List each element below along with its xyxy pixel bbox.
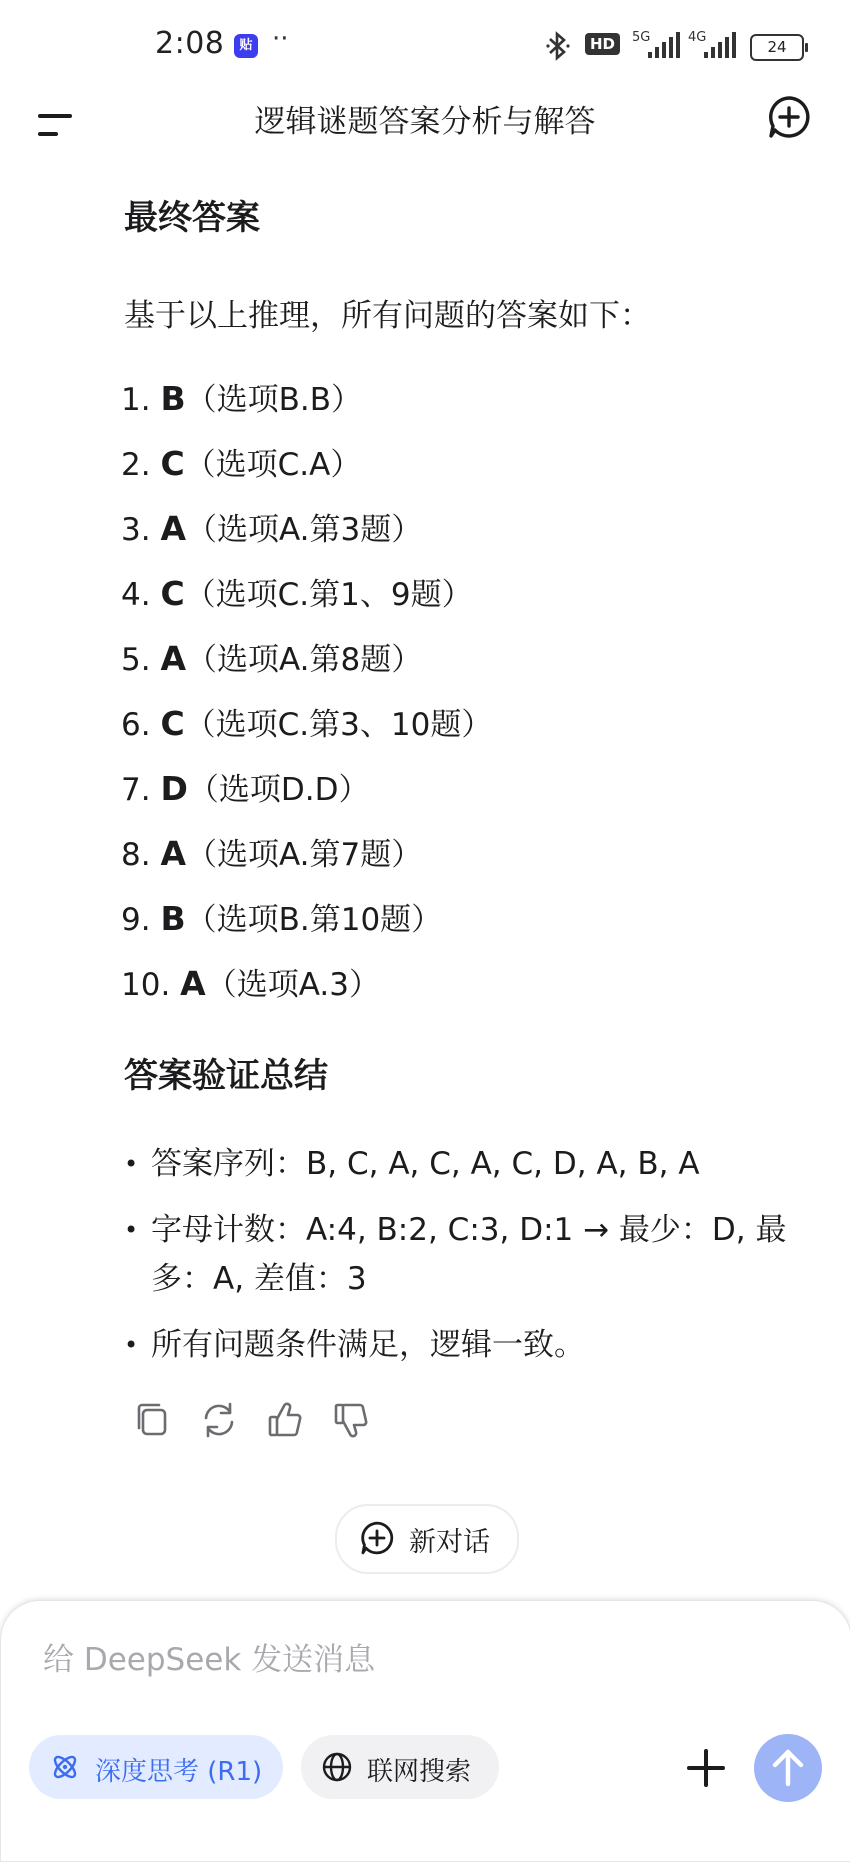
summary-list bbox=[124, 1140, 814, 1387]
summary-heading: 答案验证总结 bbox=[124, 1056, 328, 1096]
answer-item bbox=[121, 959, 492, 1024]
answer-detail: （选项C.第3、10题） bbox=[184, 707, 493, 743]
answer-number: 6. bbox=[121, 707, 151, 743]
more-notifications-icon: ·· bbox=[272, 24, 289, 54]
status-bar bbox=[0, 0, 850, 92]
answer-list bbox=[121, 374, 492, 1024]
answer-detail: （选项D.D） bbox=[187, 772, 370, 808]
final-answer-heading: 最终答案 bbox=[124, 198, 260, 238]
answer-letter: A bbox=[160, 639, 186, 678]
atom-icon bbox=[49, 1751, 81, 1783]
deep-think-label: 深度思考 (R1) bbox=[95, 1757, 263, 1787]
new-chat-icon bbox=[359, 1520, 395, 1556]
message-composer bbox=[0, 1600, 850, 1862]
thumbs-up-icon[interactable] bbox=[260, 1395, 310, 1445]
web-search-toggle[interactable] bbox=[301, 1735, 499, 1799]
answer-item bbox=[121, 439, 492, 504]
answer-detail: （选项C.A） bbox=[184, 447, 362, 483]
answer-item bbox=[121, 504, 492, 569]
conversation-title: 逻辑谜题答案分析与解答 bbox=[254, 104, 596, 140]
answer-detail: （选项B.B） bbox=[185, 382, 362, 418]
status-time: 2:08 bbox=[155, 26, 225, 61]
message-input[interactable] bbox=[41, 1641, 685, 1679]
answer-detail: （选项A.第3题） bbox=[185, 512, 423, 548]
web-search-label: 联网搜索 bbox=[367, 1757, 472, 1787]
app-notification-icon: 贴 bbox=[234, 34, 258, 58]
signal-5g-label: 5G bbox=[632, 30, 651, 45]
new-chat-label: 新对话 bbox=[409, 1527, 490, 1558]
hd-voice-icon: HD bbox=[585, 33, 620, 55]
answer-letter: A bbox=[160, 834, 186, 873]
answer-number: 7. bbox=[121, 772, 151, 808]
answer-detail: （选项A.第8题） bbox=[185, 642, 423, 678]
answer-letter: B bbox=[160, 899, 186, 938]
answer-detail: （选项A.第7题） bbox=[185, 837, 423, 873]
answer-letter: C bbox=[160, 574, 185, 613]
send-button[interactable] bbox=[754, 1734, 822, 1802]
answer-letter: B bbox=[160, 379, 186, 418]
answer-number: 8. bbox=[121, 837, 151, 873]
answer-number: 4. bbox=[121, 577, 151, 613]
deep-think-toggle[interactable] bbox=[29, 1735, 283, 1799]
summary-item: • 答案序列：B, C, A, C, A, C, D, A, B, A bbox=[124, 1140, 814, 1189]
answer-letter: A bbox=[160, 509, 186, 548]
answer-letter: D bbox=[160, 769, 188, 808]
new-chat-icon[interactable] bbox=[766, 94, 812, 140]
answer-item bbox=[121, 894, 492, 959]
answer-number: 2. bbox=[121, 447, 151, 483]
answer-letter: C bbox=[160, 444, 185, 483]
app-header bbox=[0, 92, 850, 172]
summary-item: • 字母计数：A:4, B:2, C:3, D:1 → 最少：D, 最多：A, 差值：3 bbox=[124, 1206, 814, 1304]
answer-number: 10. bbox=[121, 967, 171, 1003]
answer-number: 3. bbox=[121, 512, 151, 548]
globe-icon bbox=[321, 1751, 353, 1783]
answer-detail: （选项B.第10题） bbox=[185, 902, 443, 938]
answer-item bbox=[121, 699, 492, 764]
answer-item bbox=[121, 764, 492, 829]
signal-4g-label: 4G bbox=[688, 30, 707, 45]
thumbs-down-icon[interactable] bbox=[326, 1395, 376, 1445]
bluetooth-icon bbox=[545, 30, 571, 62]
answer-item bbox=[121, 374, 492, 439]
copy-icon[interactable] bbox=[128, 1395, 178, 1445]
answer-item bbox=[121, 829, 492, 894]
regenerate-icon[interactable] bbox=[194, 1395, 244, 1445]
summary-item: • 所有问题条件满足，逻辑一致。 bbox=[124, 1321, 814, 1370]
answer-letter: A bbox=[180, 964, 206, 1003]
answer-detail: （选项A.3） bbox=[205, 967, 380, 1003]
answer-item bbox=[121, 634, 492, 699]
battery-icon: 24 bbox=[750, 34, 804, 61]
answer-letter: C bbox=[160, 704, 185, 743]
answer-number: 9. bbox=[121, 902, 151, 938]
new-chat-button[interactable] bbox=[335, 1504, 519, 1574]
intro-text: 基于以上推理，所有问题的答案如下： bbox=[124, 298, 651, 334]
answer-item bbox=[121, 569, 492, 634]
arrow-up-icon bbox=[754, 1734, 822, 1802]
answer-detail: （选项C.第1、9题） bbox=[184, 577, 473, 613]
answer-number: 5. bbox=[121, 642, 151, 678]
answer-number: 1. bbox=[121, 382, 151, 418]
attach-plus-icon[interactable] bbox=[681, 1743, 731, 1793]
